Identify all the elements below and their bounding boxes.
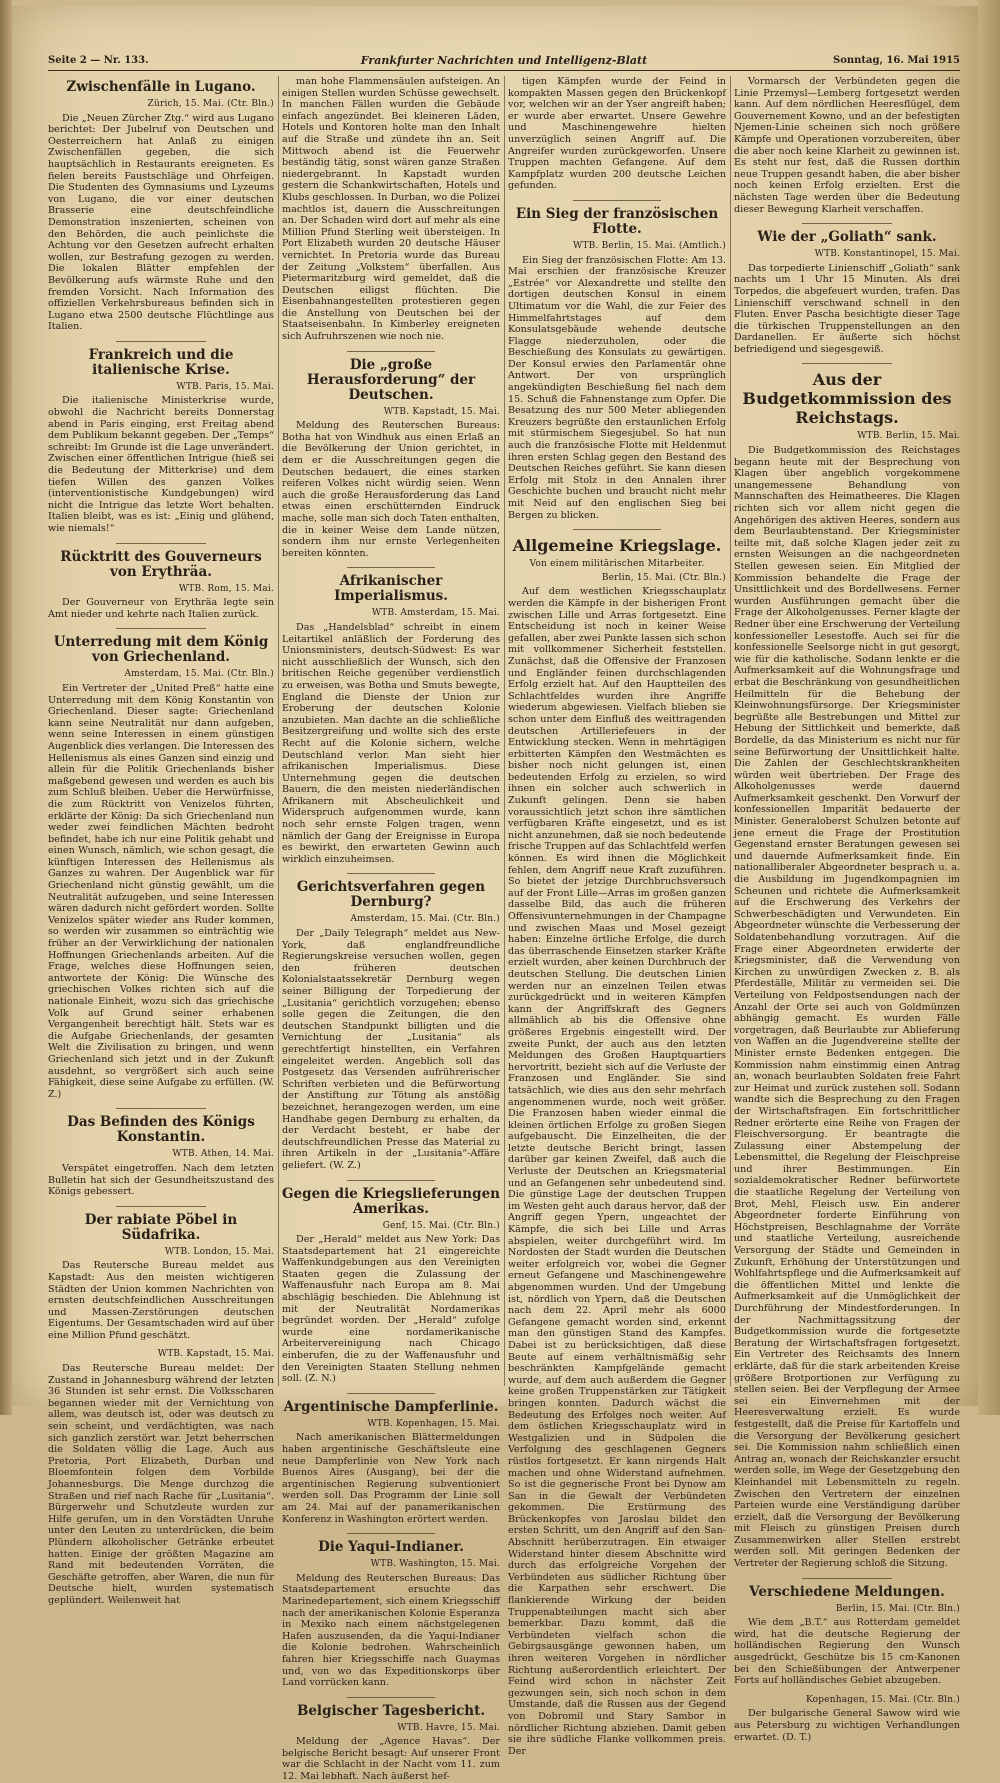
- page-number: Seite 2 — Nr. 133.: [48, 55, 149, 66]
- news-article: [734, 1585, 960, 1687]
- article-headline: Verschiedene Meldungen.: [749, 1583, 945, 1600]
- article-headline: Wie der „Goliath“ sank.: [757, 229, 937, 246]
- article-dateline: Genf, 15. Mai. (Ctr. Bln.): [382, 1220, 500, 1231]
- article-headline: Belgischer Tagesbericht.: [296, 1702, 486, 1719]
- article-headline: Aus der Budgetkommission des Reichstags.: [742, 370, 952, 428]
- news-article: [48, 1115, 274, 1197]
- news-article: [734, 76, 960, 215]
- article-headline: Das Befinden des Königs Konstantin.: [67, 1114, 255, 1146]
- article-separator: [573, 529, 660, 530]
- article-dateline: Amsterdam, 15. Mai. (Ctr. Bln.): [124, 669, 274, 680]
- news-article: [282, 1187, 500, 1385]
- article-dateline: WTB. Berlin, 15. Mai.: [857, 431, 960, 442]
- article-headline: Afrikanischer Imperialismus.: [334, 573, 448, 605]
- article-separator: [347, 1180, 434, 1181]
- news-article: [48, 1349, 274, 1606]
- news-article: [734, 370, 960, 1569]
- article-headline: Der rabiate Pöbel in Südafrika.: [84, 1211, 238, 1243]
- article-body: Der Gouverneur von Erythräa legte sein Amt nieder und kehrte nach Italien zurück.: [48, 597, 274, 620]
- article-dateline: WTB. Kopenhagen, 15. Mai.: [367, 1418, 500, 1429]
- news-article: [508, 207, 726, 521]
- article-body: man hohe Flammensäulen aufsteigen. An einigen Stellen wurden Schüsse gewechselt. In manchen Fällen wurden die Gebäude einfach angezündet. Bei kleineren Läden, Hotels und Kontoren holte man den Inhalt auf die Straße und zündete ihn an. Seit Mittwoch abend ist die Feuerwehr beständig tätig, sonst wären ganze Straßen niedergebrannt. In Kapstadt wurden gestern die Schankwirtschaften, Hotels und Klubs geschlossen. In Durban, wo die Polizei machtlos ist, dauern die Ausschreitungen an. Der Schaden wird dort auf mehr als eine Million Pfund Sterling weit übersteigen. In Port Elizabeth wurden 20 deutsche Häuser vernichtet. In Pretoria wurde das Bureau der Zeitung „Volkstem“ überfallen. Aus Pietermaritzburg wird gemeldet, daß die Deutschen eiligst flüchten. Die Eisenbahnangestellten protestieren gegen die Anstellung von Deutschen bei der Staatseisenbahn. In Kimberley ereigneten sich Aufruhrszenen wie noch nie.: [282, 76, 500, 343]
- article-headline: Die „große Herausforderung“ der Deutschen.: [306, 356, 476, 403]
- article-headline: Gegen die Kriegslieferungen Amerikas.: [282, 1185, 500, 1217]
- article-body: Das Reutersche Bureau meldet aus Kapstadt: Aus den meisten wichtigeren Städten der Union kommen Nachrichten von ernsten deutschfeindlichen Ausschreitungen und Massen-Zerstörungen deutschen Eigentums. Der Gesamtschaden wird auf über eine Million Pfund geschätzt.: [48, 1260, 274, 1341]
- article-body: Der bulgarische General Sawow wird wie aus Petersburg zu wichtigen Verhandlungen erwartet. (D. T.): [734, 1708, 960, 1743]
- news-article: [282, 880, 500, 1171]
- news-article: [282, 1704, 500, 1783]
- news-article: [48, 550, 274, 621]
- article-separator: [802, 363, 892, 364]
- article-dateline: WTB. Berlin, 15. Mai. (Amtlich.): [573, 240, 726, 251]
- article-body: Meldung des Reuterschen Bureaus: Botha hat von Windhuk aus einen Erlaß an die Bevölkerung der Union gerichtet, in dem er die Ausschreitungen gegen die Deutschen bedauert, die eines starken reiferen Volkes nicht würdig seien. Wenn auch die große Herausforderung das Land etwas einen erschütternden Eindruck mache, solle man sich doch Taten enthalten, die in keiner Weise dem Lande nützen, sondern ihm nur ernste Verlegenheiten bereiten könnten.: [282, 420, 500, 559]
- article-dateline: WTB. Kapstadt, 15. Mai.: [383, 406, 500, 417]
- article-body: Meldung des Reuterschen Bureaus: Das Staatsdepartement ersuchte das Marinedepartement, sich einem Kriegsschiff nach der amerikanischen Kolonie Esperanza in Mexiko nach einem nächstgelegenen Hafen auszusenden, da die Yaqui-Indianer die Kolonie bedrohen. Wahrscheinlich fahren hier Kriegsschiffe nach Guaymas und, von wo das Expeditionskorps über Land vorrücken kann.: [282, 1572, 500, 1689]
- article-body: Ein Vertreter der „United Preß“ hatte eine Unterredung mit dem König Konstantin von Griechenland. Dieser sagte: Griechenland kann seine Neutralität nur dann aufgeben, wenn seine Interessen in einem günstigen Augenblick dies verlangen. Die Interessen des Hellenismus als eines Ganzen sind einzig und allein für die Politik Griechenlands bisher maßgebend gewesen und werden es auch bis zum Schluß bleiben. Ueber die Herwürfnisse, die zum Rücktritt von Venizelos führten, erklärte der König: Da sich Griechenland nun weder zwei feindlichen Mächten bedroht befindet, habe ich nur eine Politik gehabt und einen Wunsch, nämlich, wie schon gesagt, die künftigen Interessen des Hellenismus als Ganzes zu wahren. Der Augenblick war für Griechenland nicht günstig gewählt, um die Neutralität aufzugeben, und seine Interessen wären dadurch nicht gefördert worden. Sollte Venizelos später wieder ans Ruder kommen, so werden wir zusammen so einträchtig wie früher an der Verwirklichung der nationalen Hoffnungen Griechenlands arbeiten. Auf die Frage, welches diese Hoffnungen seien, antwortete der König: Die Wünsche des griechischen Volkes richten sich auf die nationale Einheit, wozu sich das griechische Volk auf Grund seiner erhabenen Vergangenheit berechtigt hält. Stets war es die Aufgabe Griechenlands, der gesamten Welt die Zivilisation zu bringen, und wenn Griechenland sich jetzt und in der Zukunft ausdehnt, so vergrößert sich auch seine Fähigkeit, diese seine Aufgabe zu erfüllen. (W. Z.): [48, 682, 274, 1100]
- article-dateline: WTB. Paris, 15. Mai.: [176, 381, 274, 392]
- article-headline: Zwischenfälle in Lugano.: [66, 79, 256, 95]
- article-body: Nach amerikanischen Blättermeldungen haben argentinische Geschäftsleute eine neue Dampferlinie von New York nach Buenos Aires (Ausgang), bei der die argentinischen Regierung subventioniert werden soll. Das Programm der Linie soll am 24. Mai auf der panamerikanischen Konferenz in Washington erörtert werden.: [282, 1432, 500, 1525]
- article-dateline: WTB. Kapstadt, 15. Mai.: [157, 1349, 274, 1360]
- article-headline: Rücktritt des Gouverneurs von Erythräa.: [60, 548, 262, 580]
- article-separator: [116, 628, 206, 629]
- issue-date: Sonntag, 16. Mai 1915: [832, 55, 960, 66]
- article-body: Das torpedierte Linienschiff „Goliath“ sank nachts um 1 Uhr 15 Minuten. Als drei Torpedos, die abgefeuert wurden, trafen. Das Linienschiff verschwand schnell in den Fluten. Enver Pascha besichtigte dieser Tage die türkischen Truppenstellungen an den Dardanellen. Er äußerte sich höchst befriedigend und siegesgewiß.: [734, 262, 960, 355]
- article-separator: [347, 567, 434, 568]
- article-body: Die italienische Ministerkrise wurde, obwohl die Nachricht bereits Donnerstag abend in Paris einging, erst Freitag abend dem Publikum bekannt gegeben. Der „Temps“ schreibt: Im Grunde ist die Lage unverändert. Zwischen einer öffentlichen Intrigue (hieß sei die Bedeutung der Mitterkrise) und dem tiefen Willen des ganzen Volkes (interventionistische Kundgebungen) wird nicht die Intrigue das letzte Wort behalten. Italien bleibt, was es ist: „Einig und glühend, wie niemals!“: [48, 395, 274, 534]
- article-body: Der „Herald“ meldet aus New York: Das Staatsdepartement hat 21 eingereichte Waffenkundgebungen aus den Vereinigten Staaten gegen die Zulassung der Waffenausfuhr nach Europa am 8. Mai abschlägig beschieden. Die Ablehnung ist mit der Neutralität Nordamerikas begründet worden. Der „Herald“ zufolge wurde eine nordamerikanische Arbeitervereinigung nach Chicago einberufen, die zu der Waffenausfuhr und den Vereinigten Staaten Stellung nehmen soll. (Z. N.): [282, 1234, 500, 1385]
- article-dateline: Zürich, 15. Mai. (Ctr. Bln.): [147, 99, 274, 109]
- column-rule: [278, 76, 279, 1386]
- article-headline: Allgemeine Kriegslage.: [512, 536, 722, 556]
- article-dateline: Kopenhagen, 15. Mai. (Ctr. Bln.): [805, 1694, 960, 1705]
- page-header: [48, 52, 960, 71]
- article-dateline: Amsterdam, 15. Mai. (Ctr. Bln.): [350, 914, 500, 925]
- article-separator: [116, 543, 206, 544]
- article-separator: [116, 1108, 206, 1109]
- newspaper-title: Frankfurter Nachrichten und Intelligenz-Blatt: [360, 54, 648, 67]
- article-separator: [802, 223, 892, 224]
- article-dateline: WTB. Washington, 15. Mai.: [370, 1559, 500, 1570]
- article-dateline: Von einem militärischen Mitarbeiter.: [529, 559, 705, 570]
- article-body: Das Reutersche Bureau meldet: Der Zustand in Johannesburg während der letzten 36 Stunden ist sehr ernst. Die Volksscharen begannen wieder mit der Vernichtung von allem, was deutsch ist, oder was deutsch zu sein scheint, und verdächtigten, was nach sich ganzlich zerstört war. Jetzt beherrschen die Soldaten völlig die Lage. Auch aus Pretoria, Port Elizabeth, Durban und Bloemfontein folgen dem Vorbilde Johannesburgs. Die Menge durchzog die Straßen und rief nach Rache für „Lusitania“. Bürgerwehr und Schutzleute wurden zur Hilfe gerufen, um in den Vorstädten Unruhe unter den Leuten zu unterdrücken, die beim Plündern alkoholischer Getränke erbeutet hatten. Einige der größten Magazine am Rand mit bedeutenden Vorräten, die Geschäfte getroffen, aber Waren, die nun für Deutsche hielt, wurden systematisch geplündert. Weilenweit hat: [48, 1363, 274, 1606]
- news-article: [48, 635, 274, 1100]
- article-body: Wie dem „B.T.“ aus Rotterdam gemeldet wird, hat die deutsche Regierung der holländischen Regierung den Wunsch ausgedrückt, Geschütze bis 15 cm-Kanonen bei den Schießübungen der Antwerpener Forts auf holländisches Gebiet abzugeben.: [734, 1617, 960, 1687]
- article-body: Das „Handelsblad“ schreibt in einem Leitartikel anläßlich der Forderung des Unionsministers, deutsch-Südwest: Es war nicht ausschließlich der Wunsch, sich den britischen Reiche gegenüber verdienstlich zu erweisen, was Botha und Smuts bewegte, England die Dienste der Union zur Eroberung der deutschen Kolonie anzubieten. Man dachte an die schließliche Besitzergreifung und wollte sich des erste Recht auf die Kolonie sichern, welche Deutschland verlor. Man sieht hier afrikanischen Imperialismus. Diese Unternehmung gegen die deutschen Bauern, die den meisten niederländischen Afrikanern mit Abscheulichkeit und Widerspruch aufgenommen wurde, kann noch sehr ernste Folgen tragen, wenn nämlich der Gang der Ereignisse in Europa es bewirkt, den erwarteten Gewinn auch wirklich einzuheimsen.: [282, 621, 500, 865]
- column-2: [282, 76, 500, 1783]
- article-body: Die Budgetkommission des Reichstages begann heute mit der Besprechung von Klagen über angeblich vorgekommene unangemessene Behandlung von Mannschaften des Heimatheeres. Die Klagen richten sich vor allem nicht gegen die Angehörigen des aktiven Heeres, sondern aus dem Beurlaubtenstand. Der Kriegsminister teilte mit, daß solche Klagen jeder zeit zu ernsten Weisungen an die nachgeordneten Stellen gewesen seien. Ein Mitglied der Kommission behandelte die Frage der Unsittlichkeit und des Bordellwesens. Ferner wurden Ausführungen gemacht über die Frage der Alkoholgenusses. Ferner klagte der Redner über eine Erschwerung der Verteilung konfessioneller Lesestoffe. Auch sei für die konfessionelle Seelsorge nicht in gut gesorgt, wie für die katholische. Sodann lenkte er die Aufmerksamkeit auf die Wohnungsfrage und erbat die Beschränkung von gesundheitlichen Heilmitteln für die Behebung der Kleinwohnungsfürsorge. Der Kriegsminister begrüßte alle Bestrebungen und Mittel zur Hebung der Sittlichkeit und bemerkte, daß Bordelle, da das Ministerium es nicht nur für seine Befürwortung der Unsittlichkeit halte. Die Zahlen der Geschlechtskrankheiten würden weit übertrieben. Der Frage des Alkoholgenusses werde dauernd Aufmerksamkeit geschenkt. Den Vorwurf der konfessionellen Imparität bedauerte der Minister. Generaloberst Schulzen betonte auf jene erneut die Frage der Prostitution Gegenstand ernster Beratungen gewesen sei und dauernde Aufmerksamkeit finde. Ein nationalliberaler Abgeordneter besprach u. a. die Ausbildung im Jugendkompagnien im Scheunen und richtete die Aufmerksamkeit auf die Erschwerung des Verkehrs der Schwerbeschädigten und Verwundeten. Ein Abgeordneter wünschte die Verbesserung der Soldatenbehandlung vorzutragen. Auf die Frage einer Abgeordneten erwiderte der Kriegsminister, daß die Verwendung von Kirchen zu unwürdigen Zwecken z. B. als Pferdeställe, Militär zu vermeiden sei. Die Verteilung von Feldpostsendungen nach der Anzahl der Orte sei auch von Goldmünzen abhängig gemacht. Es wurden Fälle vorgetragen, daß Beurlaubte zur Ablieferung von Waffen an die Jugendvereine stellte der Minister ernste Bedenken entgegen. Die Kommission nahm einstimmig einen Antrag an, wonach beurlaubten Soldaten freie Fahrt zur Heimat und zurück zustehen soll. Sodann wandte sich die Besprechung zu den Fragen der Wirtschaftsfragen. Ein fortschrittlicher Redner erörterte eine Reihe von Fragen der Fleischversorgung. Er beantragte die Zulassung einer Abstempelung der Lebensmittel, die Regelung der Fleischpreise und ihrer Bestimmungen. Ein sozialdemokratischer Redner befürwortete die staatliche Regelung der Verteilung von Brot, Mehl, Fleisch usw. Ein anderer Abgeordneter forderte Einführung von Höchstpreisen, Beschlagnahme der Vorräte und staatliche Verteilung, ausreichende Versorgung der Städte und Gemeinden in Zukunft, Erhöhung der Unterstützungen und Wohlfahrtspflege und die Aufmerksamkeit auf die öffentlichen Mittel und lenkte die Aufmerksamkeit auf die Unmöglichkeit der Durchführung der Mindestforderungen. In der Nachmittagssitzung der Budgetkommission wurde die fortgesetzte Beratung der Wirtschaftsfragen fortgesetzt. Ein Vertreter des Reichsamts des Innern erklärte, daß für die stark arbeitenden Kreise größere Brotportionen zur Verfügung zu stellen seien. Bei der Verpflegung der Armee sei ein Einvernehmen mit der Heeresverwaltung erzielt. Es wurde festgestellt, daß die Preise für Kartoffeln und die Versorgung der Bevölkerung gesichert sei. Die Kommission nahm schließlich einen Antrag an, wonach der Reichskanzler ersucht werden solle, im Wege der Gesetzgebung den Kleinhandel mit Lebensmitteln zu regeln. Zwischen den Vertretern der einzelnen Parteien wurde eine Verständigung darüber erzielt, daß die Versorgung der Bevölkerung mit Fleisch zu günstigen Preisen durch Zusammenwirken aller Stellen erstrebt werden soll. Mit geringen Bedenken der Vertreter der Regierung schloß die Sitzung.: [734, 445, 960, 1570]
- article-headline: Gerichtsverfahren gegen Dernburg?: [296, 879, 486, 911]
- article-separator: [347, 351, 434, 352]
- article-separator: [802, 1578, 892, 1579]
- article-separator: [573, 200, 660, 201]
- article-dateline: WTB. Rom, 15. Mai.: [178, 583, 274, 594]
- column-rule: [504, 76, 505, 1386]
- column-1: [48, 76, 274, 1606]
- article-headline: Frankreich und die italienische Krise.: [88, 346, 234, 378]
- news-article: [48, 1213, 274, 1342]
- article-dateline: WTB. Athen, 14. Mai.: [172, 1149, 274, 1160]
- article-headline: Unterredung mit dem König von Griechenland.: [53, 634, 269, 666]
- news-article: [48, 348, 274, 535]
- column-3: [508, 76, 726, 1757]
- article-dateline: WTB. Konstantinopel, 15. Mai.: [814, 249, 960, 260]
- news-article: [508, 536, 726, 1757]
- article-body: tigen Kämpfen wurde der Feind in kompakten Massen gegen den Brückenkopf vor, welchen wir an der Yser angreift haben; er wurde aber erwartet. Unsere Gewehre und Maschinengewehre hielten unverzüglich seinen Angriff auf. Die Angreifer wurden zurückgeworfen. Unsere Truppen machten Gefangene. Auf dem Kampfplatz wurden 200 deutsche Leichen gefunden.: [508, 76, 726, 192]
- article-headline: Ein Sieg der französischen Flotte.: [515, 205, 719, 237]
- article-dateline: Berlin, 15. Mai. (Ctr. Bln.): [601, 572, 726, 583]
- news-article: [282, 358, 500, 560]
- article-body: Auf dem westlichen Kriegsschauplatz werden die Kämpfe in der bisherigen Front zwischen Lille und Arras fortgesetzt. Eine Entscheidung ist noch in keiner Weise gefallen, aber zwei Punkte lassen sich schon mit vollkommener Sicherheit feststellen. Zunächst, daß die Offensive der Franzosen und Engländer feinen durchschlagenden Erfolg erzielt hat. Auf den Hauptteilen des Schlachtfeldes wurden ihre Angriffe wiederum abgewiesen. Vielfach blieben sie schon unter dem Einfluß des weittragenden deutschen Artilleriefeuers in der Entwicklung stecken. Wenn in mehrtägigen erbitterten Kämpfen den Westmächten es bisher noch nicht gelungen ist, einen bedeutenden Erfolg zu erzielen, so wird ihnen ein solcher auch schwerlich in Zukunft gelingen. Denn sie haben voraussichtlich jetzt schon ihre sämtlichen verfügbaren Kräfte eingesetzt, und es ist nicht anzunehmen, daß sie noch bedeutende frische Truppen auf das Schlachtfeld werfen können. Es wird ihnen die Möglichkeit fehlen, dem Angriff neue Kraft zuzuführen. So bietet der jetzige Durchbruchsversuch auf der Front Lille—Arras im großen ganzen dasselbe Bild, das auch die früheren Offensivunternehmungen in der Champagne und zwischen Maas und Mosel gezeigt haben: Einzelne örtliche Erfolge, die durch das überraschende Einsetzen starker Kräfte erzielt wurden, aber keinen Durchbruch der deutschen Stellung. Die deutschen Linien werden nur an einzelnen Teilen etwas zurückgedrückt und in weiteren Kämpfen kann der Angriffskraft des Gegners allmählich ab bis die Offensive ohne größeres Ergebnis eingestellt wird. Der zweite Punkt, der auch aus den letzten Meldungen des Großen Hauptquartiers hervortritt, bezieht sich auf die Verluste der Franzosen und Engländer. Sie sind tatsächlich, wie dies aus den sehr mehrfach angenommenen wurde, noch weit größer. Die Franzosen haben wieder einmal die kleinen örtlichen Erfolge zu großen Siegen aufgebauscht. Die Einzelheiten, die der letzte deutsche Bericht bringt, lassen darüber gar keinen Zweifel, daß auch die Verluste der Deutschen an Kriegsmaterial und an Gefangenen sehr unbedeutend sind. Die günstige Lage der deutschen Truppen im Westen geht auch daraus hervor, daß der Angriff gegen Ypern, ungeachtet der Kämpfe, die sich bei Lille und Arras abspielen, weiter durchgeführt wird. Im Nordosten der Stadt wurden die Deutschen weiter erfolgreich vor, wobei die Gegner erneut Gefangene und Maschinengewehre abgenommen wurden. Und der Umgebung ist, nördlich von Ypern, daß die Deutschen nach dem 22. April mehr als 6000 Gefangene gemacht worden sind, erkennt man den günstigen Stand des Kampfes. Dabei ist zu berücksichtigen, daß diese Beute auf einem verhältnismäßig sehr beschränkten Kampfgelände gemacht wurde, auf dem auch außerdem die Gegner keine großen Truppenstärken zur Tätigkeit bringen konnten. Dadurch wächst die Bedeutung des Erfolges noch weiter. Auf dem östlichen Kriegsschauplatz wird in Westgalizien und in Südpolen die Verfolgung des geschlagenen Gegners rüstlos fortgesetzt. Er kann nirgends Halt machen und ohne Widerstand aufnehmen. So ist die gegnerische Front bei Dynow am San in die Gewalt der Verbündeten gekommen. Die Erstürmung des Brückenkopfes von Jaroslau bildet den ersten Schritt, um den Angriff auf den San-Abschnitt herüberzutragen. Ein etwaiger Widerstand hinter diesem Abschnitte wird durch das erfolgreiche Vorgehen der Verbündeten aus südlicher Richtung über die Karpathen sehr erschwert. Die flankierende Wirkung der beiden Truppenabteilungen macht sich aber bemerkbar. Dazu kommt, daß die Verbündeten vielfach schon die Gebirgsausgänge gewonnen haben, um ihren weiteren Vorgehen in nördlicher Richtung außerordentlich erleichtert. Der Feind wird schon in nächster Zeit gezwungen sein, sich noch schon in dem Umstande, daß die Russen aus der Gegend von Dobromil und Stary Sambor in nördlicher Richtung abziehen. Damit geben sie ihre südliche Flanke vollkommen preis. Der: [508, 586, 726, 1757]
- article-body: Die „Neuen Zürcher Ztg.“ wird aus Lugano berichtet: Der Jubelruf von Deutschen und Oesterreichern hat Anlaß zu einigen Zwischenfällen gegeben, die sich hauptsächlich in Restaurants ereigneten. Es fielen bereits Faustschläge und Ohrfeigen. Die Studenten des Gymnasiums und Lyzeums von Lugano, die vor einer deutschen Brasserie eine deutschfeindliche Demonstration inszenierten, scheinen von den Behörden, die auch peinlichste die Achtung vor den Gesetzen aufrecht erhalten wollen, zur Bestrafung gezogen zu werden. Die lokalen Blätter empfehlen der Bevölkerung aufs wärmste Ruhe und den fremden Vorsicht. Nach Information des offiziellen Verkehrsbureaus befinden sich in Lugano etwa 2500 deutsche Flüchtlinge aus Italien.: [48, 112, 274, 333]
- article-separator: [347, 1393, 434, 1394]
- news-article: [282, 574, 500, 865]
- article-dateline: WTB. Amsterdam, 15. Mai.: [371, 608, 500, 619]
- article-headline: Die Yaqui-Indianer.: [318, 1539, 464, 1556]
- article-body: Meldung der „Agence Havas“. Der belgische Bericht besagt: Auf unserer Front war die Schlacht in der Nacht vom 11. zum 12. Mai lebhaft. Nach äußerst hef-: [282, 1736, 500, 1783]
- article-separator: [347, 1697, 434, 1698]
- news-article: [282, 1400, 500, 1525]
- column-4: [734, 76, 960, 1743]
- column-rule: [730, 76, 731, 1386]
- article-body: Verspätet eingetroffen. Nach dem letzten Bulletin hat sich der Gesundheitszustand des Königs gebessert.: [48, 1162, 274, 1198]
- news-article: [48, 80, 274, 333]
- article-body: Der „Daily Telegraph“ meldet aus New-York, daß englandfreundliche Regierungskreise versuchen wollen, gegen den früheren deutschen Kolonialstaatssekretär Dernburg wegen seiner Billigung der Torpedierung der „Lusitania“ gerichtlich vorzugehen; ebenso solle gegen die Zeitungen, die den deutschen Standpunkt billigten und die Vernichtung der „Lusitania“ als gerechtfertigt hinstellten, ein Verfahren eingeleitet werden. Angeblich soll das Postgesetz das Versenden aufrührerischer Schriften verbieten und die Befürwortung der Anstiftung zur Tötung als anstößig bezeichnet, herangezogen werden, um eine Handhabe gegen Dernburg zu erhalten, da der Verdacht besteht, er habe der deutschfreundlichen Presse das Material zu ihren Artikeln in der „Lusitania“-Affäre geliefert. (W. Z.): [282, 928, 500, 1171]
- news-article: [282, 76, 500, 343]
- article-separator: [116, 1206, 206, 1207]
- news-article: [734, 230, 960, 355]
- news-article: [734, 1695, 960, 1743]
- book-spine: [0, 0, 12, 1415]
- article-dateline: Berlin, 15. Mai. (Ctr. Bln.): [835, 1603, 960, 1614]
- page-edge: [978, 0, 1000, 1415]
- article-body: Vormarsch der Verbündeten gegen die Linie Przemysl—Lemberg fortgesetzt werden kann. Auf dem nördlichen Heeresflügel, dem Gouvernement Kowno, und an der befestigten Njemen-Linie scheinen sich noch größere Kämpfe und Operationen vorzubereiten, über die aber noch keine Klarheit zu gewinnen ist. Es steht nur fest, daß die Russen dorthin neue Truppen gesandt haben, die aber bisher noch keinen Erfolg erzielten. Erst die nächsten Tage werden über die Bedeutung dieser Bewegung Klarheit verschaffen.: [734, 76, 960, 215]
- news-article: [508, 76, 726, 192]
- article-headline: Argentinische Dampferlinie.: [283, 1398, 499, 1415]
- article-separator: [347, 1533, 434, 1534]
- news-article: [282, 1540, 500, 1689]
- article-body: Ein Sieg der französischen Flotte: Am 13. Mai erschien der französische Kreuzer „Estrée“ vor Alexandrette und stellte den dortigen deutschen Konsul in einem Ultimatum vor die Wahl, die zur Feier des Himmelfahrtstages auf dem Konsulatsgebäude wehende deutsche Flagge niederzuholen, oder die Beschießung des Konsulats zu gewärtigen. Der Konsul erwies den Parlamentär ohne Antwort. Der von ursprünglich angekündigten Beschießung fiel nach dem 15. Schuß die Fahnenstange zum Opfer. Die Besatzung des nur 500 Meter abliegenden Kreuzers begrüßte den erstaunlichen Erfolg mit stürmischem Siegesjubel. So hat nun auch die französische Flotte mit Heldenmut ihren ersten Schlag gegen den Bestand des Deutschen Reiches geführt. Sie kann diesen Erfolg mit Stolz in den Annalen ihrer Geschichte buchen und braucht nicht mehr mit Neid auf den englischen Sieg bei Bergen zu blicken.: [508, 254, 726, 521]
- article-dateline: WTB. London, 15. Mai.: [164, 1246, 274, 1257]
- article-separator: [116, 341, 206, 342]
- article-separator: [347, 873, 434, 874]
- article-dateline: WTB. Havre, 15. Mai.: [397, 1722, 500, 1733]
